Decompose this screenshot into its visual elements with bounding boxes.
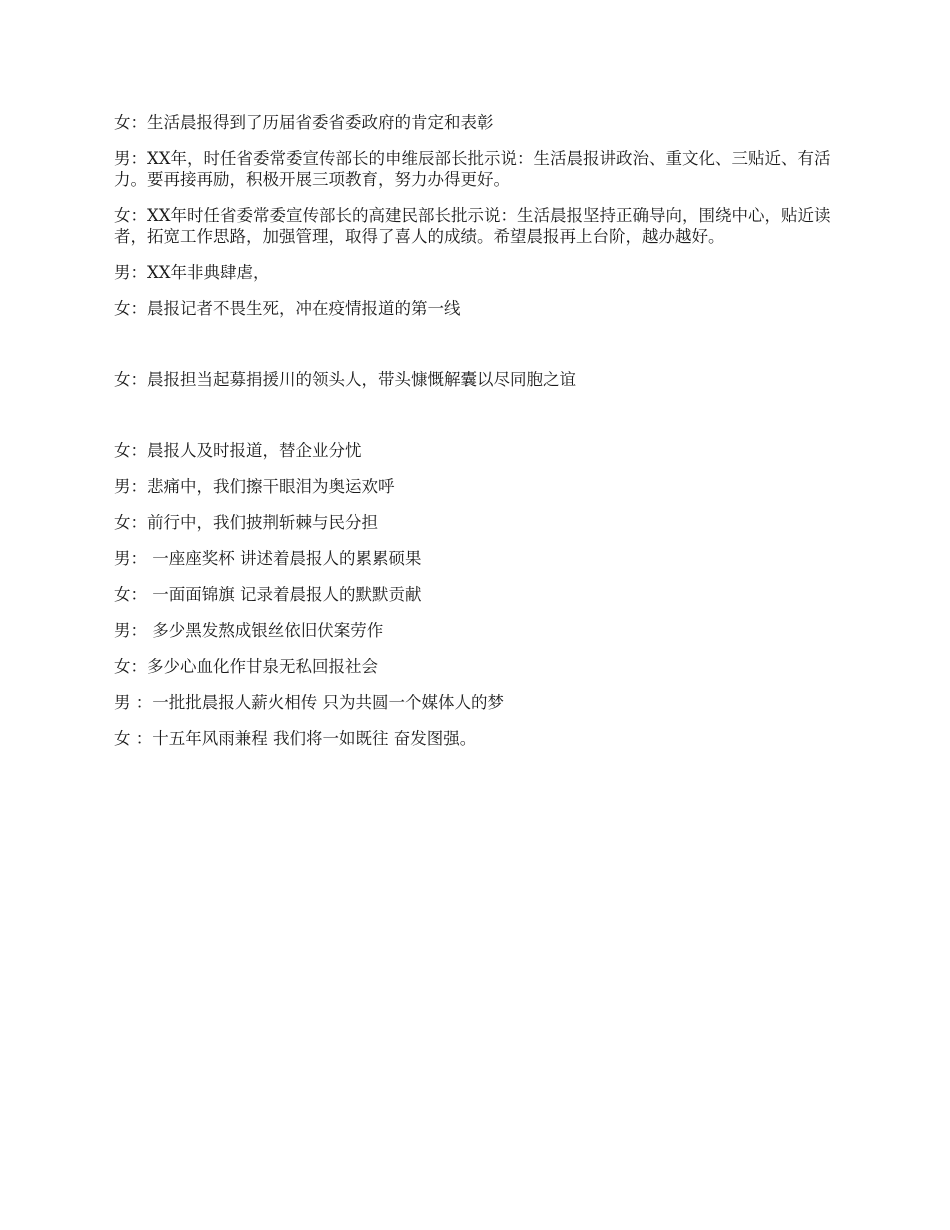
paragraph-7: 女：晨报人及时报道，替企业分忧 [114, 441, 362, 460]
paragraph-6: 女：晨报担当起募捐援川的领头人，带头慷慨解囊以尽同胞之谊 [114, 370, 576, 389]
paragraph-1: 女：生活晨报得到了历届省委省委政府的肯定和表彰 [114, 113, 494, 132]
paragraph-12: 男： 多少黑发熬成银丝依旧伏案劳作 [114, 621, 384, 640]
paragraph-2: 男：XX年，时任省委常委宣传部长的申维辰部长批示说：生活晨报讲政治、重文化、三贴近、有活力。要再接再励，积极开展三项教育，努力办得更好。 [114, 149, 831, 189]
paragraph-3: 女：XX年时任省委常委宣传部长的高建民部长批示说：生活晨报坚持正确导向，围绕中心，贴近读者，拓宽工作思路，加强管理，取得了喜人的成绩。希望晨报再上台阶，越办越好。 [114, 206, 831, 246]
paragraph-9: 女：前行中，我们披荆斩棘与民分担 [114, 513, 378, 532]
paragraph-10: 男： 一座座奖杯 讲述着晨报人的累累硕果 [114, 549, 422, 568]
paragraph-13: 女：多少心血化作甘泉无私回报社会 [114, 657, 378, 676]
paragraph-15: 女 ：十五年风雨兼程 我们将一如既往 奋发图强。 [114, 729, 477, 748]
document-body [114, 112, 844, 764]
paragraph-11: 女： 一面面锦旗 记录着晨报人的默默贡献 [114, 585, 422, 604]
paragraph-14: 男 ：一批批晨报人薪火相传 只为共圆一个媒体人的梦 [114, 693, 504, 712]
paragraph-8: 男：悲痛中，我们擦干眼泪为奥运欢呼 [114, 477, 395, 496]
paragraph-4: 男：XX年非典肆虐， [114, 263, 270, 282]
paragraph-5: 女：晨报记者不畏生死，冲在疫情报道的第一线 [114, 299, 461, 318]
